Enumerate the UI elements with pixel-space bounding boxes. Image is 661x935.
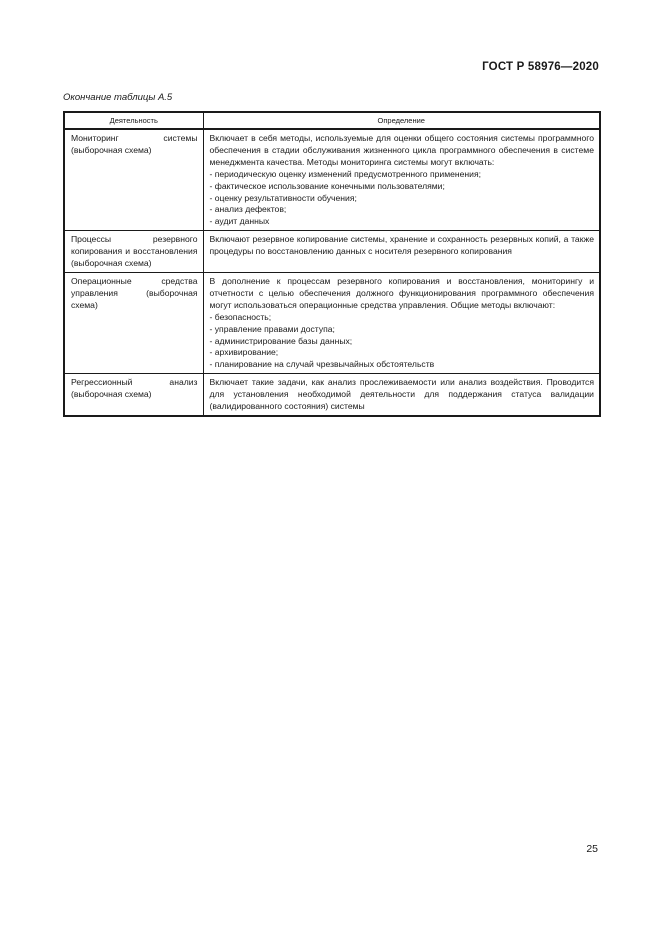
list-item: - планирование на случай чрезвычайных обстоятельств <box>209 359 435 370</box>
list-item: - администрирование базы данных; <box>209 335 353 346</box>
table-row <box>64 272 600 373</box>
activity-definition-table <box>63 111 601 417</box>
list-item: - фактическое использование конечными пользователями; <box>209 180 445 191</box>
activity-cell <box>64 129 203 231</box>
list-item: - анализ дефектов; <box>209 204 287 215</box>
definition-text: В дополнение к процессам резервного копирования и восстановления, мониторингу и отчетности с целью обеспечения должного функционирования программного обеспечения могут использоваться операционные средства управления. Общие методы включают: <box>209 275 594 310</box>
list-item: - периодическую оценку изменений предусмотренного применения; <box>209 168 482 179</box>
definition-cell <box>203 374 600 416</box>
definition-cell <box>203 129 600 231</box>
activity-text: Мониторинг системы (выборочная схема) <box>71 133 198 155</box>
definition-text: Включают резервное копирование системы, хранение и сохранность резервных копий, а также процедуры по восстановлению данных с носителя резервного копирования <box>209 234 594 257</box>
definition-cell <box>203 272 600 373</box>
definition-text: Включает такие задачи, как анализ прослеживаемости или анализ воздействия. Проводится для установления необходимой деятельности для поддержания статуса валидации (валидированного состояния) системы <box>209 377 594 412</box>
table-row <box>64 129 600 231</box>
list-item: - аудит данных <box>209 216 270 227</box>
list-item: - архивирование; <box>209 347 279 358</box>
column-header-definition: Определение <box>203 112 600 129</box>
activity-text: Процессы резервного копирования и восстановления (выборочная схема) <box>71 234 198 269</box>
table-row <box>64 231 600 273</box>
activity-cell <box>64 231 203 273</box>
table-row <box>64 374 600 416</box>
activity-cell <box>64 272 203 373</box>
list-item: - управление правами доступа; <box>209 323 335 334</box>
activity-text: Регрессионный анализ (выборочная схема) <box>71 377 198 400</box>
column-header-activity: Деятельность <box>64 112 203 129</box>
page-number: 25 <box>586 843 598 855</box>
activity-cell <box>64 374 203 416</box>
activity-text: Операционные средства управления (выборочная схема) <box>71 275 198 310</box>
standard-code: ГОСТ Р 58976—2020 <box>482 61 599 73</box>
list-item: - оценку результативности обучения; <box>209 192 357 203</box>
definition-text: Включает в себя методы, используемые для оценки общего состояния системы программного обеспечения в стадии обслуживания жизненного цикла программного обеспечения в системе менеджмента качества. Методы мониторинга системы могут включать: <box>209 133 594 167</box>
table-header-row <box>64 112 600 129</box>
definition-cell <box>203 231 600 273</box>
table-caption: Окончание таблицы А.5 <box>63 92 173 103</box>
list-item: - безопасность; <box>209 311 272 322</box>
